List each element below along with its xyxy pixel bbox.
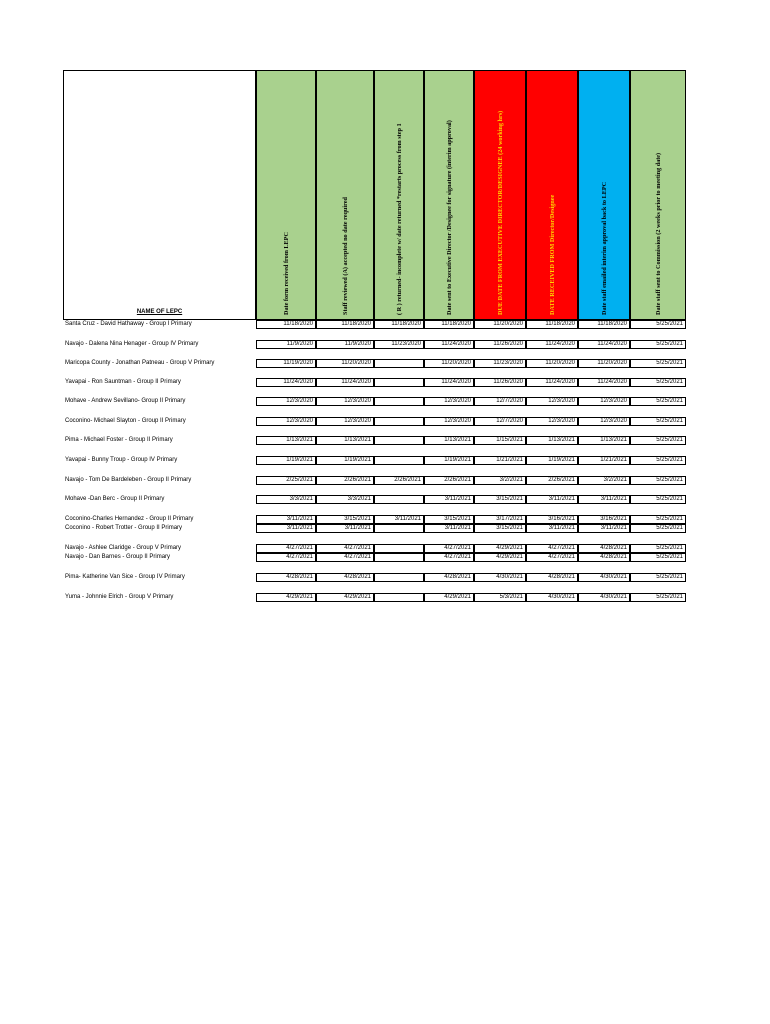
lepc-name: Mohave -Dan Berc - Group II Primary xyxy=(65,496,165,502)
lepc-name: Mohave - Andrew Sevillano- Group II Primary xyxy=(65,398,186,404)
date-cell: 11/23/2020 xyxy=(374,340,424,349)
lepc-name: Pima - Michael Foster - Group II Primary xyxy=(65,437,173,443)
date-cell: 5/25/2021 xyxy=(630,573,686,582)
name-column-header xyxy=(63,70,256,320)
date-cell: 12/3/2020 xyxy=(256,417,316,426)
lepc-name: Yavapai - Ron Sauntman - Group II Primary xyxy=(65,379,181,385)
date-cell: 5/25/2021 xyxy=(630,544,686,553)
column-header-3 xyxy=(374,70,424,320)
lepc-name: Navajo - Dan Barnes - Group II Primary xyxy=(65,554,171,560)
date-cell: 4/29/2021 xyxy=(256,593,316,602)
date-cell: 5/25/2021 xyxy=(630,456,686,465)
date-cell: 1/13/2021 xyxy=(316,436,374,445)
date-cell: 2/26/2021 xyxy=(316,476,374,485)
date-cell: 11/18/2020 xyxy=(526,320,578,329)
date-cell: 5/25/2021 xyxy=(630,553,686,562)
date-cell: 11/24/2020 xyxy=(526,340,578,349)
date-cell: 1/21/2021 xyxy=(474,456,526,465)
date-cell: 3/17/2021 xyxy=(474,515,526,524)
date-cell: 4/27/2021 xyxy=(526,553,578,562)
column-header-label: DUE DATE FROM EXECUTIVE DIRECTOR/DESIGNEE (24 working hrs) xyxy=(497,110,504,315)
table-row xyxy=(63,320,686,329)
lepc-name: Maricopa County - Jonathan Patneau - Group V Primary xyxy=(65,360,215,366)
date-cell: 2/26/2021 xyxy=(424,476,474,485)
date-cell: 12/3/2020 xyxy=(316,397,374,406)
date-cell: 12/3/2020 xyxy=(526,397,578,406)
date-cell xyxy=(374,544,424,553)
date-cell xyxy=(374,593,424,602)
date-cell: 11/26/2020 xyxy=(474,378,526,387)
date-cell: 1/19/2021 xyxy=(256,456,316,465)
table-row xyxy=(63,573,686,582)
date-cell: 12/3/2020 xyxy=(316,417,374,426)
date-cell: 3/11/2021 xyxy=(316,524,374,533)
column-header-6 xyxy=(526,70,578,320)
date-cell: 11/20/2020 xyxy=(424,359,474,368)
date-cell: 5/25/2021 xyxy=(630,397,686,406)
date-cell: 1/19/2021 xyxy=(316,456,374,465)
date-cell: 3/11/2021 xyxy=(256,524,316,533)
lepc-name: Navajo - Ashlee Claridge - Group V Primary xyxy=(65,545,182,551)
date-cell: 11/18/2020 xyxy=(316,320,374,329)
table-row xyxy=(63,397,686,406)
date-cell: 11/24/2020 xyxy=(316,378,374,387)
table-row xyxy=(63,456,686,465)
column-header-2 xyxy=(316,70,374,320)
date-cell: 11/9/2020 xyxy=(256,340,316,349)
date-cell: 5/25/2021 xyxy=(630,320,686,329)
date-cell: 11/24/2020 xyxy=(578,340,630,349)
date-cell: 4/29/2021 xyxy=(316,593,374,602)
date-cell: 5/25/2021 xyxy=(630,417,686,426)
date-cell: 1/21/2021 xyxy=(578,456,630,465)
date-cell: 11/23/2020 xyxy=(474,359,526,368)
date-cell: 4/27/2021 xyxy=(424,553,474,562)
date-cell: 4/27/2021 xyxy=(316,544,374,553)
name-header-label: NAME OF LEPC xyxy=(136,309,183,315)
date-cell: 3/11/2021 xyxy=(578,495,630,504)
table-row xyxy=(63,524,686,533)
date-cell xyxy=(374,378,424,387)
date-cell: 5/25/2021 xyxy=(630,436,686,445)
column-header-label: Date form received from LEPC xyxy=(283,232,290,315)
column-header-5 xyxy=(474,70,526,320)
date-cell: 11/24/2020 xyxy=(424,378,474,387)
date-cell: 5/25/2021 xyxy=(630,515,686,524)
date-cell: 4/27/2021 xyxy=(256,544,316,553)
date-cell: 11/20/2020 xyxy=(316,359,374,368)
date-cell: 12/3/2020 xyxy=(578,417,630,426)
date-cell: 5/25/2021 xyxy=(630,340,686,349)
date-cell: 12/3/2020 xyxy=(424,417,474,426)
column-header-label: Staff reviewed (A) accepted no date required xyxy=(342,197,349,315)
date-cell: 4/28/2021 xyxy=(578,544,630,553)
date-cell: 1/13/2021 xyxy=(256,436,316,445)
lepc-name: Coconino - Robert Trotter - Group II Primary xyxy=(65,525,183,531)
date-cell: 12/3/2020 xyxy=(578,397,630,406)
date-cell: 5/3/2021 xyxy=(474,593,526,602)
date-cell: 3/2/2021 xyxy=(578,476,630,485)
date-cell: 4/30/2021 xyxy=(474,573,526,582)
column-header-label: DATE RECEIVED FROM Director/Designee xyxy=(549,194,556,315)
date-cell: 4/29/2021 xyxy=(474,544,526,553)
date-cell: 5/25/2021 xyxy=(630,476,686,485)
table-row xyxy=(63,476,686,485)
date-cell: 11/20/2020 xyxy=(526,359,578,368)
date-cell: 3/3/2021 xyxy=(256,495,316,504)
date-cell: 3/11/2021 xyxy=(424,524,474,533)
date-cell: 4/27/2021 xyxy=(316,553,374,562)
table-row xyxy=(63,495,686,504)
date-cell: 12/7/2020 xyxy=(474,397,526,406)
date-cell: 4/28/2021 xyxy=(256,573,316,582)
date-cell: 4/28/2021 xyxy=(578,553,630,562)
lepc-name: Santa Cruz - David Hathaway - Group I Primary xyxy=(65,321,192,327)
date-cell: 11/24/2020 xyxy=(256,378,316,387)
date-cell: 4/30/2021 xyxy=(526,593,578,602)
lepc-name: Navajo - Tom De Bardeleben - Group II Primary xyxy=(65,477,192,483)
table-row xyxy=(63,417,686,426)
date-cell xyxy=(374,524,424,533)
date-cell: 3/11/2021 xyxy=(578,524,630,533)
date-cell: 5/25/2021 xyxy=(630,524,686,533)
date-cell: 11/9/2020 xyxy=(316,340,374,349)
date-cell: 1/19/2021 xyxy=(424,456,474,465)
date-cell: 12/3/2020 xyxy=(424,397,474,406)
date-cell: 11/26/2020 xyxy=(474,340,526,349)
date-cell: 3/11/2021 xyxy=(374,515,424,524)
date-cell: 2/26/2021 xyxy=(526,476,578,485)
date-cell: 4/27/2021 xyxy=(526,544,578,553)
date-cell: 4/27/2021 xyxy=(256,553,316,562)
date-cell: 11/24/2020 xyxy=(526,378,578,387)
date-cell: 3/11/2021 xyxy=(424,495,474,504)
table-row xyxy=(63,378,686,387)
date-cell: 3/15/2021 xyxy=(474,495,526,504)
date-cell xyxy=(374,436,424,445)
lepc-name: Navajo - Dalena Nina Henager - Group IV Primary xyxy=(65,341,199,347)
date-cell: 5/25/2021 xyxy=(630,593,686,602)
column-header-7 xyxy=(578,70,630,320)
date-cell: 4/29/2021 xyxy=(424,593,474,602)
date-cell: 12/3/2020 xyxy=(526,417,578,426)
table-row xyxy=(63,553,686,562)
date-cell: 12/3/2020 xyxy=(256,397,316,406)
table-row xyxy=(63,593,686,602)
date-cell: 3/16/2021 xyxy=(578,515,630,524)
column-header-label: Date staff sent to Commission (2 weeks prior to meeting date) xyxy=(655,152,662,315)
table-row xyxy=(63,544,686,553)
date-cell: 1/15/2021 xyxy=(474,436,526,445)
date-cell: 5/25/2021 xyxy=(630,359,686,368)
date-cell: 4/30/2021 xyxy=(578,593,630,602)
date-cell: 5/25/2021 xyxy=(630,378,686,387)
date-cell: 11/24/2020 xyxy=(424,340,474,349)
table-row xyxy=(63,340,686,349)
date-cell: 3/11/2021 xyxy=(526,524,578,533)
column-header-4 xyxy=(424,70,474,320)
date-cell: 11/24/2020 xyxy=(578,378,630,387)
lepc-name: Pima- Katherine Van Sice - Group IV Primary xyxy=(65,574,185,580)
date-cell xyxy=(374,359,424,368)
date-cell: 12/7/2020 xyxy=(474,417,526,426)
date-cell: 1/19/2021 xyxy=(526,456,578,465)
date-cell xyxy=(374,495,424,504)
date-cell: 11/20/2020 xyxy=(578,359,630,368)
date-cell xyxy=(374,553,424,562)
date-cell: 5/25/2021 xyxy=(630,495,686,504)
date-cell: 3/11/2021 xyxy=(256,515,316,524)
date-cell: 1/13/2021 xyxy=(424,436,474,445)
table-row xyxy=(63,436,686,445)
lepc-name: Coconino- Michael Slayton - Group II Primary xyxy=(65,418,186,424)
table-row xyxy=(63,359,686,368)
date-cell: 4/28/2021 xyxy=(526,573,578,582)
date-cell: 11/20/2020 xyxy=(474,320,526,329)
date-cell xyxy=(374,456,424,465)
date-cell xyxy=(374,573,424,582)
date-cell: 3/15/2021 xyxy=(474,524,526,533)
date-cell: 3/3/2021 xyxy=(316,495,374,504)
date-cell: 3/16/2021 xyxy=(526,515,578,524)
date-cell: 2/25/2021 xyxy=(256,476,316,485)
date-cell: 3/11/2021 xyxy=(526,495,578,504)
column-header-8 xyxy=(630,70,686,320)
date-cell xyxy=(374,397,424,406)
date-cell: 11/18/2020 xyxy=(578,320,630,329)
lepc-name: Yavapai - Bunny Troup - Group IV Primary xyxy=(65,457,178,463)
date-cell: 11/19/2020 xyxy=(256,359,316,368)
date-cell: 1/13/2021 xyxy=(526,436,578,445)
date-cell: 11/18/2020 xyxy=(374,320,424,329)
date-cell: 1/13/2021 xyxy=(578,436,630,445)
date-cell: 11/18/2020 xyxy=(424,320,474,329)
date-cell: 3/15/2021 xyxy=(424,515,474,524)
date-cell: 4/28/2021 xyxy=(424,573,474,582)
date-cell xyxy=(374,417,424,426)
date-cell: 3/2/2021 xyxy=(474,476,526,485)
column-header-label: Date sent to Executive Director /Designee for signature (interim approval) xyxy=(446,120,453,315)
date-cell: 4/27/2021 xyxy=(424,544,474,553)
date-cell: 11/18/2020 xyxy=(256,320,316,329)
date-cell: 4/30/2021 xyxy=(578,573,630,582)
date-cell: 4/29/2021 xyxy=(474,553,526,562)
date-cell: 2/26/2021 xyxy=(374,476,424,485)
column-header-1 xyxy=(256,70,316,320)
date-cell: 3/15/2021 xyxy=(316,515,374,524)
lepc-name: Coconino-Charles Hernandez - Group II Primary xyxy=(65,516,194,522)
column-header-label: Date staff emailed interim approval back to LEPC xyxy=(601,181,608,315)
date-cell: 4/28/2021 xyxy=(316,573,374,582)
table-row xyxy=(63,515,686,524)
column-header-label: ( R ) returned- incomplete w/ date returned *restarts process from step 1 xyxy=(396,123,403,315)
lepc-name: Yuma - Johnnie Elrich - Group V Primary xyxy=(65,594,174,600)
